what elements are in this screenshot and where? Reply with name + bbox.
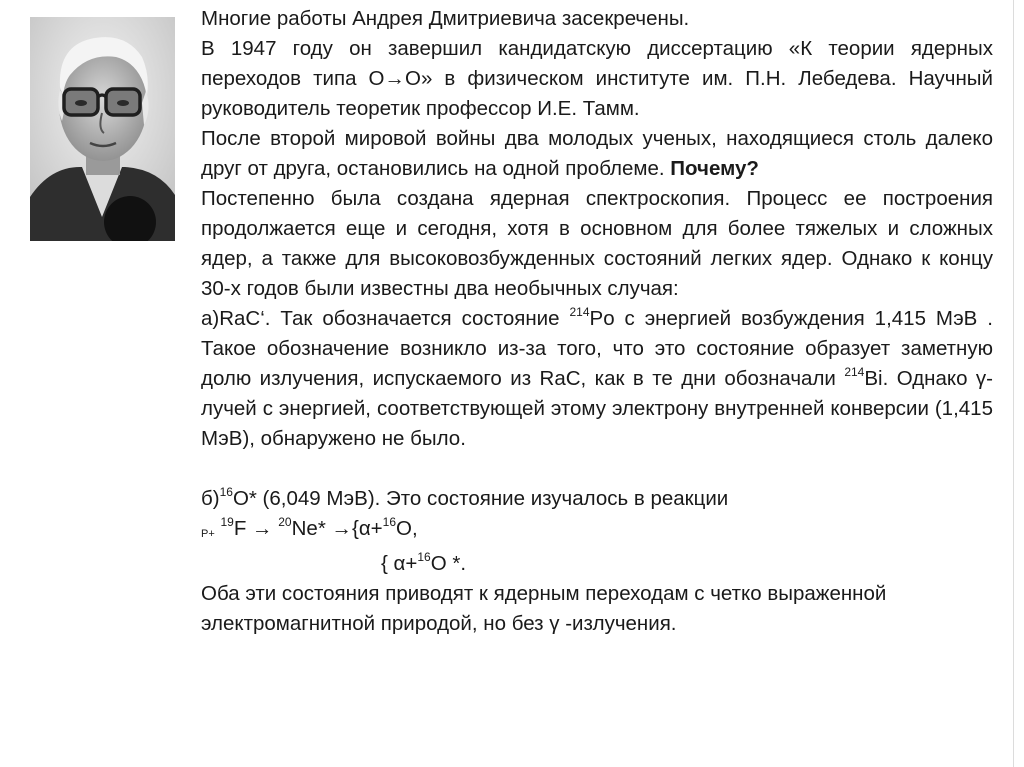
slide-edge bbox=[1013, 0, 1014, 767]
paragraph-question bbox=[201, 124, 993, 184]
case-a-sup-2: 214 bbox=[844, 365, 865, 379]
reaction-sup-3: 16 bbox=[382, 515, 397, 529]
slide-text bbox=[201, 4, 993, 639]
reaction-line-1 bbox=[201, 514, 993, 549]
paragraph-conclusion: Оба эти состояния приводят к ядерным переходам с четко выраженной электромагнитной природой, но без γ -излучения. bbox=[201, 582, 887, 635]
case-a-text-2: Po с энергией возбуждения 1,415 МэВ . Такое обозначение возникло из-за того, что это состояние образует заметную долю излучения, испускаемого из RaC, как в те дни обозначали bbox=[201, 307, 993, 390]
paragraph-case-a bbox=[201, 304, 993, 454]
portrait-icon bbox=[30, 17, 175, 241]
question-highlight: Почему? bbox=[670, 157, 759, 180]
portrait-photo bbox=[30, 17, 175, 241]
case-a-sup-1: 214 bbox=[569, 305, 590, 319]
paragraph-spectroscopy: Постепенно была создана ядерная спектроскопия. Процесс ее построения продолжается еще и сегодня, хотя в основном для более тяжелых и сложных ядер, а также для высоковозбужденных состояний легких ядер. Однако к концу 30-х годов были известны два необычных случая: bbox=[201, 187, 993, 300]
paragraph-gap bbox=[201, 454, 993, 484]
case-a-text-3: Bi. Однако γ-лучей с энергией, соответствующей этому электрону внутренней конверсии (1,415 МэВ), обнаружено не было. bbox=[201, 367, 993, 450]
case-b-text-2: O* (6,049 МэВ). Это состояние изучалось в реакции bbox=[232, 487, 729, 510]
reaction2-text-1: { α+ bbox=[381, 552, 418, 575]
reaction-text-1: F → bbox=[233, 517, 279, 540]
paragraph-case-b bbox=[201, 484, 993, 514]
case-b-sup: 16 bbox=[219, 485, 233, 499]
case-b-text-1: б) bbox=[201, 487, 220, 510]
reaction-line-2 bbox=[201, 549, 993, 579]
reaction-sup-2: 20 bbox=[278, 515, 292, 529]
paragraph-intro: Многие работы Андрея Дмитриевича засекречены. bbox=[201, 7, 690, 30]
reaction-sup-1: 19 bbox=[220, 515, 234, 529]
reaction-proton: P+ bbox=[201, 528, 215, 540]
paragraph-dissertation: В 1947 году он завершил кандидатскую диссертацию «К теории ядерных переходов типа О→О» в физическом институте им. П.Н. Лебедева. Научный руководитель теоретик профессор И.Е. Тамм. bbox=[201, 37, 993, 120]
reaction2-sup: 16 bbox=[417, 550, 431, 564]
case-a-text-1: а)RaC‘. Так обозначается состояние bbox=[201, 307, 570, 330]
reaction-text-3: O, bbox=[396, 517, 418, 540]
reaction-text-2: Ne* →{α+ bbox=[291, 517, 383, 540]
paragraph-question-text: После второй мировой войны два молодых ученых, находящиеся столь далеко друг от друга, остановились на одной проблеме. bbox=[201, 127, 993, 180]
reaction2-text-2: O *. bbox=[430, 552, 467, 575]
